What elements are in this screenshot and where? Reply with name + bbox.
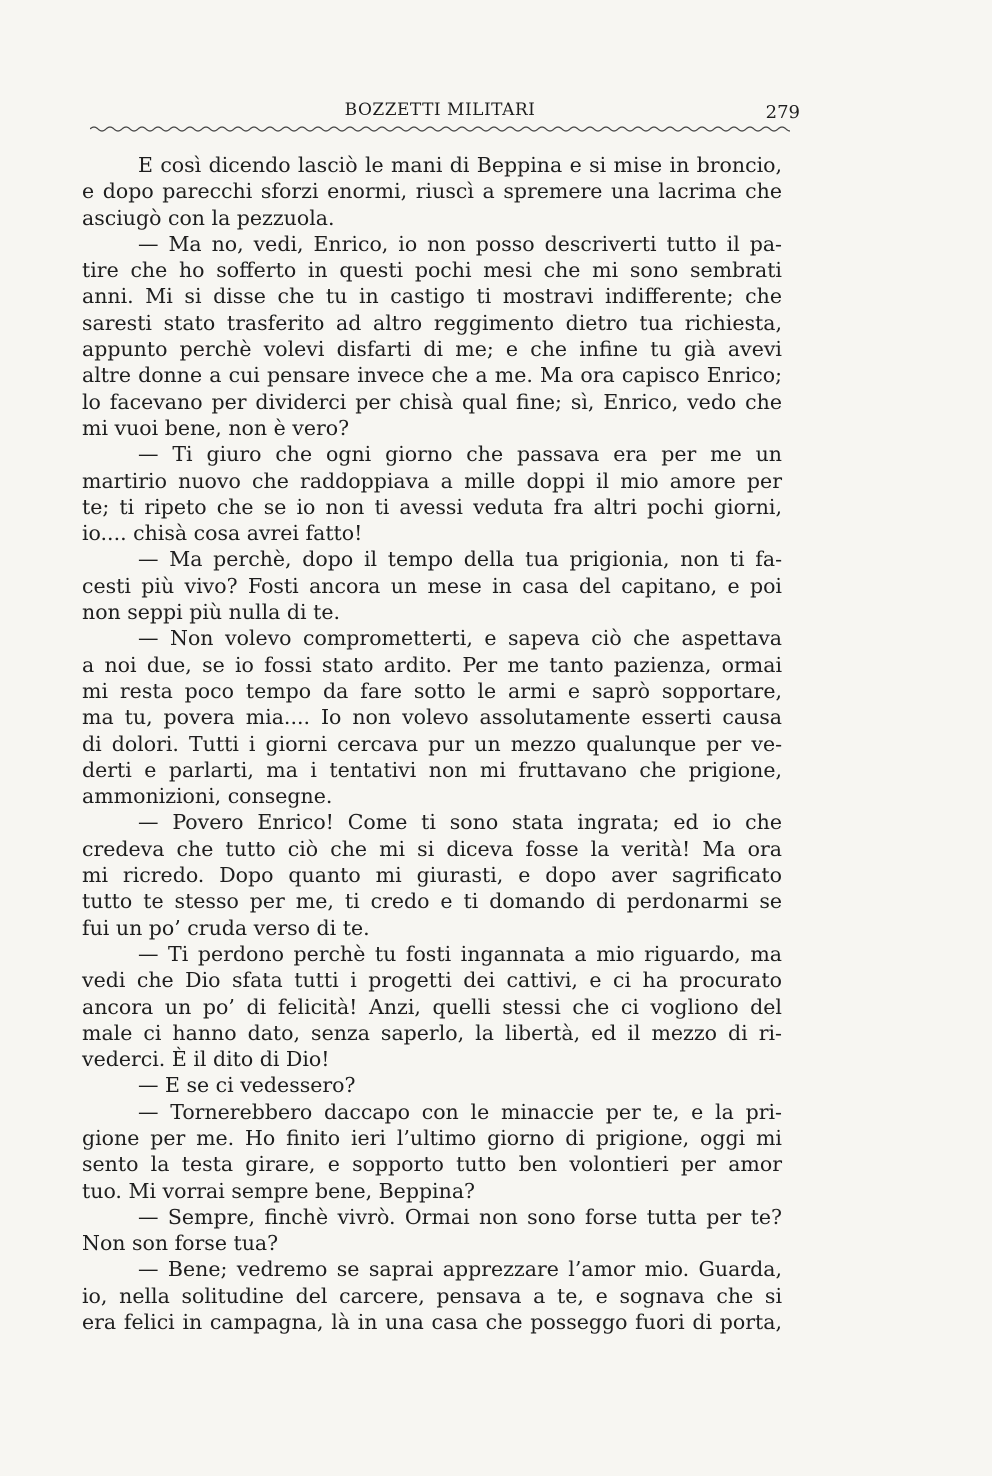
text-line: asciugò con la pezzuola. xyxy=(82,205,335,230)
text-line: gione per me. Ho finito ieri l’ultimo giorno di prigione, oggi mi xyxy=(82,1125,782,1150)
body-text xyxy=(82,152,782,1335)
running-head xyxy=(90,100,800,140)
text-line: — Ma no, vedi, Enrico, io non posso descriverti tutto il pa- xyxy=(138,231,782,256)
text-line: cesti più vivo? Fosti ancora un mese in casa del capitano, e poi xyxy=(82,573,782,598)
text-line: — Ma perchè, dopo il tempo della tua prigionia, non ti fa- xyxy=(138,547,782,572)
text-line: tutto te stesso per me, ti credo e ti domando di perdonarmi se xyxy=(82,889,782,914)
text-line: credeva che tutto ciò che mi si diceva fosse la verità! Ma ora xyxy=(82,836,782,861)
text-line: mi vuoi bene, non è vero? xyxy=(82,415,350,440)
text-line: — Bene; vedremo se saprai apprezzare l’amor mio. Guarda, xyxy=(138,1257,782,1282)
text-line: e dopo parecchi sforzi enormi, riuscì a spremere una lacrima che xyxy=(82,179,782,204)
text-line: tuo. Mi vorrai sempre bene, Beppina? xyxy=(82,1178,476,1203)
text-line: — Povero Enrico! Come ti sono stata ingrata; ed io che xyxy=(138,810,782,835)
text-line: vederci. È il dito di Dio! xyxy=(82,1047,330,1072)
text-line: a noi due, se io fossi stato ardito. Per me tanto pazienza, ormai xyxy=(82,652,782,677)
decorative-wavy-rule xyxy=(90,124,790,134)
text-line: io, nella solitudine del carcere, pensava a te, e sognava che si xyxy=(82,1283,782,1308)
text-line: — Ti perdono perchè tu fosti ingannata a mio riguardo, ma xyxy=(138,941,782,966)
text-line: — Tornerebbero daccapo con le minaccie per te, e la pri- xyxy=(138,1099,782,1124)
text-line: E così dicendo lasciò le mani di Beppina e si mise in broncio, xyxy=(138,153,782,177)
text-line: — Non volevo comprometterti, e sapeva ciò che aspettava xyxy=(138,626,782,651)
text-line: lo facevano per dividerci per chisà qual fine; sì, Enrico, vedo che xyxy=(82,389,782,414)
running-title: BOZZETTI MILITARI xyxy=(344,100,536,120)
text-line: ma tu, povera mia.... Io non volevo assolutamente esserti causa xyxy=(82,705,782,730)
text-line: male ci hanno dato, senza saperlo, la libertà, ed il mezzo di ri- xyxy=(82,1020,782,1045)
text-line: era felici in campagna, là in una casa che posseggo fuori di porta, xyxy=(82,1310,782,1335)
text-line: di dolori. Tutti i giorni cercava pur un mezzo qualunque per ve- xyxy=(82,731,782,756)
text-line: anni. Mi si disse che tu in castigo ti mostravi indifferente; che xyxy=(82,284,782,309)
text-line: non seppi più nulla di te. xyxy=(82,600,340,625)
text-line: te; ti ripeto che se io non ti avessi veduta fra altri pochi giorni, xyxy=(82,494,782,519)
text-line: io.... chisà cosa avrei fatto! xyxy=(82,521,363,546)
text-line: — Ti giuro che ogni giorno che passava era per me un xyxy=(138,442,782,467)
text-line: vedi che Dio sfata tutti i progetti dei cattivi, e ci ha procurato xyxy=(82,968,782,993)
text-line: derti e parlarti, ma i tentativi non mi fruttavano che prigione, xyxy=(82,757,782,782)
text-line: fui un po’ cruda verso di te. xyxy=(82,915,370,940)
text-line: altre donne a cui pensare invece che a me. Ma ora capisco Enrico; xyxy=(82,363,782,388)
text-line: mi resta poco tempo da fare sotto le armi e saprò sopportare, xyxy=(82,678,782,703)
text-line: ammonizioni, consegne. xyxy=(82,784,333,809)
text-line: ancora un po’ di felicità! Anzi, quelli stessi che ci vogliono del xyxy=(82,994,782,1019)
text-line: — Sempre, finchè vivrò. Ormai non sono forse tutta per te? xyxy=(138,1204,782,1229)
text-line: Non son forse tua? xyxy=(82,1231,279,1256)
text-line: — E se ci vedessero? xyxy=(138,1073,356,1098)
text-line: martirio nuovo che raddoppiava a mille doppi il mio amore per xyxy=(82,468,782,493)
page-number: 279 xyxy=(765,102,800,123)
text-line: sento la testa girare, e sopporto tutto ben volontieri per amor xyxy=(82,1152,782,1177)
text-line: appunto perchè volevi disfarti di me; e che infine tu già avevi xyxy=(82,337,782,362)
text-line: tire che ho sofferto in questi pochi mesi che mi sono sembrati xyxy=(82,258,782,283)
text-line: mi ricredo. Dopo quanto mi giurasti, e dopo aver sagrificato xyxy=(82,863,782,888)
text-line: saresti stato trasferito ad altro reggimento dietro tua richiesta, xyxy=(82,310,782,335)
